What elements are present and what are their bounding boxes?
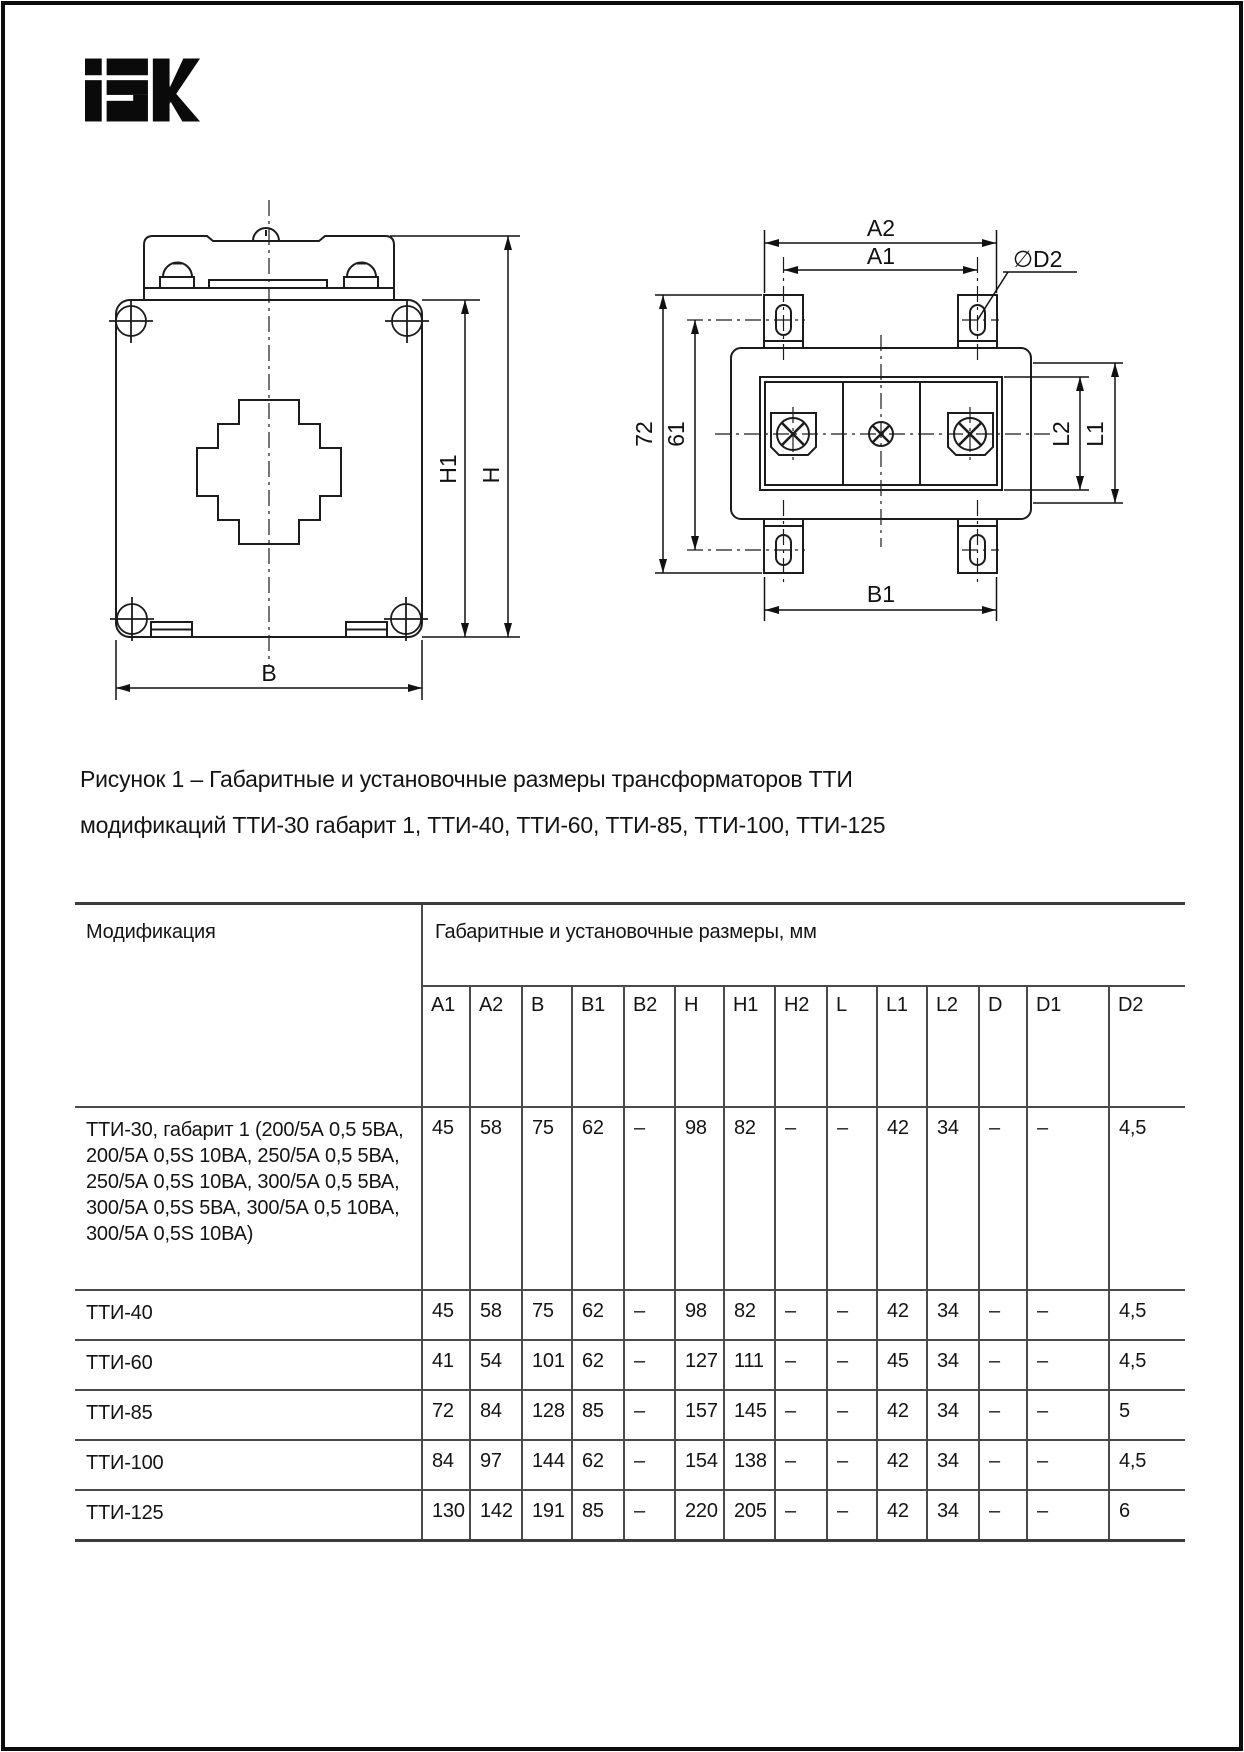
col-header-h2: Н2: [775, 986, 827, 1107]
table-row: [75, 1290, 1185, 1340]
cell-value: –: [775, 1340, 827, 1390]
dim-label-61: 61: [663, 421, 689, 447]
cell-value: 85: [572, 1490, 624, 1541]
cell-value: –: [624, 1107, 675, 1290]
cell-value: –: [775, 1440, 827, 1490]
cell-value: –: [827, 1390, 877, 1440]
cell-value: 97: [470, 1440, 522, 1490]
cell-value: –: [1027, 1390, 1109, 1440]
col-header-b1: В1: [572, 986, 624, 1107]
cell-value: –: [775, 1290, 827, 1340]
cell-value: 84: [422, 1440, 470, 1490]
cell-value: 6: [1109, 1490, 1185, 1541]
cell-value: –: [1027, 1290, 1109, 1340]
dim-label-b1: B1: [866, 581, 896, 607]
cell-value: –: [979, 1390, 1027, 1440]
cell-value: 4,5: [1109, 1290, 1185, 1340]
cell-value: –: [624, 1440, 675, 1490]
cell-value: 34: [927, 1107, 979, 1290]
cell-value: 5: [1109, 1390, 1185, 1440]
row-label: ТТИ-40: [75, 1290, 422, 1340]
table-row: [75, 1340, 1185, 1390]
cell-value: 4,5: [1109, 1107, 1185, 1290]
cell-value: 34: [927, 1390, 979, 1440]
dim-label-b: B: [261, 660, 277, 686]
cell-value: –: [775, 1490, 827, 1541]
dim-label-h1: H1: [435, 454, 461, 484]
cell-value: 205: [724, 1490, 775, 1541]
dim-label-72: 72: [631, 421, 657, 447]
top-view-drawing: [575, 195, 1135, 625]
col-header-a2: А2: [470, 986, 522, 1107]
cell-value: –: [827, 1440, 877, 1490]
cell-value: 142: [470, 1490, 522, 1541]
cell-value: 127: [675, 1340, 724, 1390]
dim-label-l2: L2: [1048, 421, 1074, 447]
cell-value: 84: [470, 1390, 522, 1440]
row-label: ТТИ-30, габарит 1 (200/5А 0,5 5ВА, 200/5А 0,5S 10ВА, 250/5А 0,5 5ВА, 250/5А 0,5S 10ВА, 300/5А 0,5 5ВА, 300/5А 0,5S 5ВА, 300/5А 0,5 10ВА, 300/5А 0,5S 10ВА): [75, 1107, 422, 1290]
dim-label-d2: ∅D2: [1013, 246, 1063, 272]
transformer-front-outline: [109, 200, 429, 666]
cell-value: 54: [470, 1340, 522, 1390]
col-header-l2: L2: [927, 986, 979, 1107]
cell-value: –: [827, 1340, 877, 1390]
cell-value: 34: [927, 1490, 979, 1541]
centerlines: [687, 257, 1055, 587]
figure-caption-line-2: модификаций ТТИ-30 габарит 1, ТТИ-40, ТТИ-60, ТТИ-85, ТТИ-100, ТТИ-125: [80, 812, 886, 838]
cell-value: 34: [927, 1340, 979, 1390]
cell-value: 45: [422, 1290, 470, 1340]
cell-value: 75: [522, 1107, 572, 1290]
cell-value: 85: [572, 1390, 624, 1440]
figure-caption: [80, 756, 1040, 848]
cell-value: 111: [724, 1340, 775, 1390]
cell-value: 45: [877, 1340, 927, 1390]
cell-value: 58: [470, 1107, 522, 1290]
table-row: [75, 1390, 1185, 1440]
cell-value: 4,5: [1109, 1440, 1185, 1490]
cell-value: 42: [877, 1390, 927, 1440]
cell-value: 42: [877, 1440, 927, 1490]
dim-label-l1: L1: [1082, 421, 1108, 447]
cell-value: 82: [724, 1107, 775, 1290]
cell-value: 98: [675, 1290, 724, 1340]
cell-value: 138: [724, 1440, 775, 1490]
cell-value: 62: [572, 1440, 624, 1490]
cell-value: 220: [675, 1490, 724, 1541]
cell-value: –: [979, 1107, 1027, 1290]
cell-value: 157: [675, 1390, 724, 1440]
col-header-d2: D2: [1109, 986, 1185, 1107]
cell-value: 75: [522, 1290, 572, 1340]
cell-value: –: [624, 1390, 675, 1440]
iek-logo: [85, 58, 203, 122]
row-label: ТТИ-60: [75, 1340, 422, 1390]
col-header-a1: А1: [422, 986, 470, 1107]
cell-value: –: [624, 1290, 675, 1340]
col-header-b: В: [522, 986, 572, 1107]
cell-value: 41: [422, 1340, 470, 1390]
cell-value: 191: [522, 1490, 572, 1541]
cell-value: 4,5: [1109, 1340, 1185, 1390]
row-label: ТТИ-85: [75, 1390, 422, 1440]
cell-value: 42: [877, 1290, 927, 1340]
cell-value: 130: [422, 1490, 470, 1541]
figure-caption-line-1: Рисунок 1 – Габаритные и установочные размеры трансформаторов ТТИ: [80, 766, 853, 792]
cell-value: 34: [927, 1440, 979, 1490]
cell-value: –: [827, 1290, 877, 1340]
cell-value: –: [979, 1340, 1027, 1390]
cell-value: 101: [522, 1340, 572, 1390]
cell-value: 42: [877, 1490, 927, 1541]
cell-value: 45: [422, 1107, 470, 1290]
cell-value: –: [775, 1390, 827, 1440]
col-header-h1: Н1: [724, 986, 775, 1107]
row-label: ТТИ-100: [75, 1440, 422, 1490]
dim-label-a1: A1: [866, 243, 896, 269]
cell-value: –: [1027, 1440, 1109, 1490]
cell-value: –: [775, 1107, 827, 1290]
dim-label-h: H: [478, 466, 504, 484]
dimensions-table: [75, 902, 1185, 1542]
table-row: [75, 1490, 1185, 1541]
cell-value: –: [979, 1490, 1027, 1541]
cell-value: –: [979, 1440, 1027, 1490]
col-header-d1: D1: [1027, 986, 1109, 1107]
col-header-b2: В2: [624, 986, 675, 1107]
col-header-h: Н: [675, 986, 724, 1107]
group-header-dimensions: Габаритные и установочные размеры, мм: [422, 904, 1185, 987]
cell-value: –: [1027, 1340, 1109, 1390]
cell-value: 58: [470, 1290, 522, 1340]
iek-logo-glyphs: [85, 59, 200, 122]
cell-value: –: [1027, 1107, 1109, 1290]
table-row: [75, 1107, 1185, 1290]
cell-value: –: [979, 1290, 1027, 1340]
cell-value: 144: [522, 1440, 572, 1490]
row-label: ТТИ-125: [75, 1490, 422, 1541]
cell-value: 62: [572, 1290, 624, 1340]
col-header-l: L: [827, 986, 877, 1107]
cell-value: 62: [572, 1107, 624, 1290]
cell-value: –: [827, 1490, 877, 1541]
col-header-modification: Модификация: [75, 904, 422, 1108]
cell-value: –: [624, 1340, 675, 1390]
dim-label-a2: A2: [866, 215, 896, 241]
col-header-l1: L1: [877, 986, 927, 1107]
table-row: [75, 1440, 1185, 1490]
cell-value: 82: [724, 1290, 775, 1340]
cell-value: 42: [877, 1107, 927, 1290]
cell-value: 98: [675, 1107, 724, 1290]
cell-value: 34: [927, 1290, 979, 1340]
cell-value: 145: [724, 1390, 775, 1440]
cell-value: 72: [422, 1390, 470, 1440]
cell-value: 62: [572, 1340, 624, 1390]
front-view-drawing: [88, 188, 528, 708]
cell-value: 128: [522, 1390, 572, 1440]
cell-value: –: [624, 1490, 675, 1541]
cell-value: 154: [675, 1440, 724, 1490]
col-header-d: D: [979, 986, 1027, 1107]
cell-value: –: [1027, 1490, 1109, 1541]
cell-value: –: [827, 1107, 877, 1290]
